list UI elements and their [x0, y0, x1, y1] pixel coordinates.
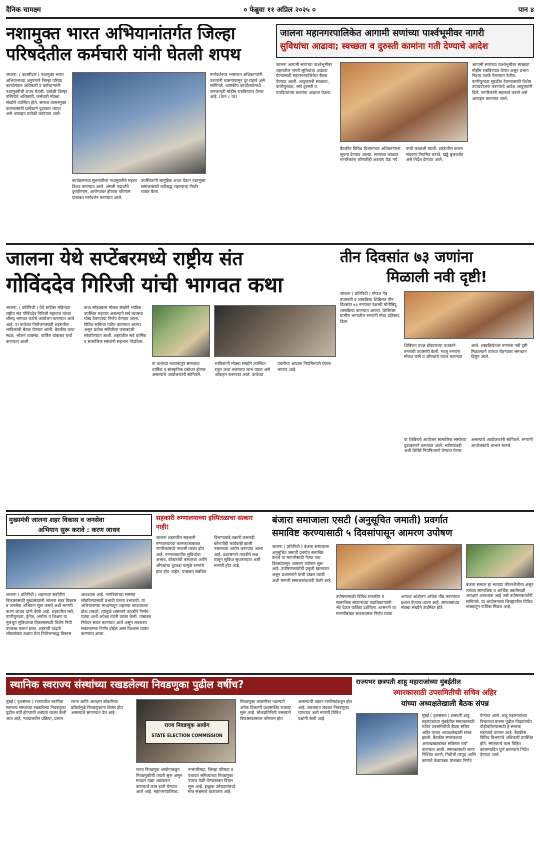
election-sign-english: STATE ELECTION COMMISSION: [151, 733, 223, 738]
story-hospital-headline: सहकारी रुग्णालयाच्या इस्पितळाचा सत्कार नाही!: [156, 514, 253, 531]
paper-name: दैनिक चामक्ष्म: [6, 5, 41, 14]
story-bhagwat-body-c: या कथेच्या माध्यमातून समाजात धार्मिक व सांस्कृतिक प्रबोधन होणार असल्याचे आयोजकांनी सांगितले. भाविकांनी मोठ्या संख्येने उपस्थित राहून कथा श्रवणाचा लाभ घ्यावा असे आवाहन करण्यात आले. कथेच्या तयारीचा आढावा नियमितपणे घेतला जाणार आहे.: [152, 361, 331, 378]
election-commission-sign: [145, 720, 229, 744]
story-eye-camp-body-c: या शिबिराचे आयोजन सामाजिक संस्थेच्या पुढाकाराने करण्यात आले. भविष्यातही अशी शिबिरे नियमितपणे घेण्यात येणार असल्याचे आयोजकांनी सांगितले. रुग्णांनी आयोजकांचे आभार मानले.: [404, 437, 533, 454]
story-bhagwat-headline-1: जालना येथे सप्टेंबरमध्ये राष्ट्रीय संत: [6, 248, 243, 270]
page-number: पान ४: [518, 5, 534, 14]
story-banjara-photo: [336, 544, 462, 590]
story-eye-camp-body-a: जालना ( प्रतिनिधी ) मोफत नेत्र तपासणी व शस्त्रक्रिया शिबिरात तीन दिवसांत ७३ रुग्णांवर यशस्वी मोतीबिंदू शस्त्रक्रिया करण्यात आल्या. शिबिरास ग्रामीण भागातील रुग्णांनी मोठा प्रतिसाद दिला.: [340, 291, 400, 324]
story-elections-headline: स्थानिक स्वराज्य संस्थांच्या रखडलेल्या निवडणुका पुढील वर्षीच?: [10, 680, 244, 691]
story-banjara-headline-1: बंजारा समाजाला एसटी (अनुसूचित जमाती) प्रवर्गात: [272, 515, 448, 526]
story-nasha-mukt: [6, 24, 272, 240]
story-municipal-headline-box: [276, 24, 534, 58]
story-eye-camp: [340, 247, 534, 507]
divider-1: [6, 243, 534, 245]
election-sign-marathi: राज्य निवडणूक आयोग: [164, 723, 210, 729]
story-city-body: जालना ( प्रतिनिधी ) शहराच्या सर्वांगीण विकासासाठी मुख्यमंत्र्यांनी जालना शहर विकास व जनसेवा अभियान सुरू करावे अशी मागणी करण जाधव यांनी केली आहे. शहरातील रस्ते, पाणीपुरवठा, ड्रेनेज, आरोग्य व शिक्षण या मूलभूत सुविधांच्या विकासासाठी विशेष निधी उपलब्ध करून द्यावा. शहराची वाढती लोकसंख्या लक्षात घेता नियोजनबद्ध विकास आवश्यक आहे. नागरिकांच्या समस्या सोडविण्यासाठी प्रभावी यंत्रणा उभारावी. या अभियानाच्या माध्यमातून शहराचा कायापालट होऊ शकतो, त्यामुळे शासनाने तातडीने निर्णय घ्यावा अशी अपेक्षा त्यांनी व्यक्त केली. याबाबत निवेदन सादर करण्यात आले असून लवकरच सकारात्मक निर्णय होईल असा विश्वास व्यक्त करण्यात आला.: [6, 592, 151, 637]
masthead: [6, 3, 534, 19]
issue-date: ० फेब्रुवा ११ अप्रिल २०२५ ०: [243, 5, 316, 14]
story-nasha-mukt-body-b: कार्यक्रमाच्या सुरुवातीला नशामुक्तीचे महत्त्व विशद करण्यात आले. अंमली पदार्थांचे दुष्परिणाम, आरोग्यावर होणारा परिणाम याबाबत मार्गदर्शन करण्यात आले. उपस्थितांनी सामूहिक शपथ घेऊन नशामुक्त समाजासाठी कटिबद्ध राहण्याचा निर्धार व्यक्त केला.: [72, 178, 206, 200]
story-elections-body-c: निवडणुका लांबणीवर पडल्याने अनेक ठिकाणी प्रशासकीय राजवट सुरू आहे. लोकप्रतिनिधी नसल्याने विकासकामांवर परिणाम होत असल्याची तक्रार नागरिकांकडून होत आहे. लवकरात लवकर निवडणुका घ्याव्यात अशी मागणी विविध पक्षांनी केली आहे.: [240, 699, 352, 721]
story-banjara-photo-2: [466, 544, 534, 578]
story-elections-body-b: राज्य निवडणूक आयोगाकडून निवडणुकीची तयारी सुरू असून मतदार याद्या अद्ययावत करण्याचे काम हाती घेण्यात आले आहे. महानगरपालिका, नगरपरिषदा, जिल्हा परिषदा व पंचायत समित्यांच्या निवडणुका एकाच वेळी घेण्याबाबत विचार सुरू आहे. इच्छुक उमेदवारांमध्ये मात्र संभ्रमाचे वातावरण आहे.: [136, 767, 236, 795]
story-municipal-body-a: जालना आगामी सणांच्या पार्श्वभूमीवर शहरातील नागरी सुविधांचा आढावा घेण्यासाठी महानगरपालिकेत बैठक घेण्यात आली. आयुक्तांनी स्वच्छता, पाणीपुरवठा, रस्ते दुरुस्ती व पथदिव्यांच्या कामांचा आढावा घेतला.: [276, 62, 333, 95]
story-city-headline-box: [6, 514, 152, 536]
story-bhagwat-photo-meeting: [214, 305, 336, 357]
story-shahu-memorial: [356, 677, 534, 837]
story-city-headline-1: मुख्यमंत्री जालना शहर विकास व जनसेवा: [9, 516, 105, 524]
story-bhagwat-body-b: कथा सोहळ्यास मोठ्या संख्येने भाविक उपस्थित राहणार असल्याने सर्व व्यवस्था चोख ठेवण्याचा निर्णय घेण्यात आला. विविध समित्या गठीत करण्यात आल्या असून प्रत्येक समितीला जबाबदारी सोपविण्यात आली. शहरातील सर्व धार्मिक व सामाजिक संस्थांनी सहभाग नोंदविला.: [84, 305, 147, 344]
story-city-headline-2: अभियान सुरू करावे : करण जाधव: [38, 525, 120, 534]
story-shahu-photo: [356, 713, 418, 775]
story-shahu-body: मुंबई ( वृत्तसंस्था ) छत्रपती शाहू महाराजांच्या मुंबईतील स्मारकासाठी गठीत उपसमितीची बैठक सचिव अहिर यांच्या अध्यक्षतेखाली संपन्न झाली. बैठकीत स्मारकाच्या आराखड्याबाबत सविस्तर चर्चा करण्यात आली. स्मारकासाठी जागा निश्चित करणे, निधीची तरतूद आणि कामाचे वेळापत्रक याबाबत निर्णय घेण्यात आले. शाहू महाराजांच्या विचारांचा वारसा पुढील पिढ्यांपर्यंत पोहोचविण्यासाठी हे स्मारक महत्त्वाचे ठरणार आहे. बैठकीस विविध विभागांचे अधिकारी उपस्थित होते. स्मारकाचे काम विहित कालमर्यादेत पूर्ण करण्याचे निर्देश देण्यात आले.: [422, 713, 534, 763]
divider-3: [6, 673, 534, 675]
story-municipal-headline-1: जालना महानगरपालिकेत आगामी सणांच्या पार्श्वभूमीवर नागरी: [280, 28, 485, 39]
story-municipal-review: [276, 24, 534, 240]
story-banjara-body-a: जालना ( प्रतिनिधी ) बंजारा समाजाला अनुसूचित जमाती प्रवर्गात समाविष्ट करावे या मागणीसाठी गेल्या पाच दिवसांपासून आमरण उपोषण सुरू आहे. उपोषणकर्त्यांची प्रकृती खालावत असून प्रशासनाने याची दखल घ्यावी अशी मागणी समाजबांधवांनी केली आहे.: [272, 544, 332, 583]
story-nasha-mukt-body-a: जालना, ( बातमीदार ) नशामुक्त भारत अभियानाच्या अनुषंगाने जिल्हा परिषद कार्यालयात अधिकारी व कर्मचाऱ्यांनी नशामुक्तीची शपथ घेतली. यावेळी जिल्हा परिषदेचे अधिकारी, कर्मचारी मोठ्या संख्येने उपस्थित होते. समाज व्यसनमुक्त करण्यासाठी प्रत्येकाने पुढाकार घ्यावा असे आवाहन यावेळी करण्यात आले.: [6, 72, 67, 117]
story-nasha-mukt-photo: [72, 72, 206, 174]
story-bhagwat-body-a: जालना, ( प्रतिनिधी ) येथे सप्टेंबर महिन्यात राष्ट्रीय संत गोविंददेव गिरिजी महाराज यांच्या श्रीमद् भागवत कथेचे आयोजन करण्यात आले आहे. या कथेच्या नियोजनासाठी शहरातील भाविकांची बैठक घेण्यात आली. बैठकीत कथा स्थळ, भोजन व्यवस्था, पार्किंग यांबाबत चर्चा करण्यात आली.: [6, 305, 75, 344]
story-eye-camp-body-b: शिबिरात तज्ज्ञ डॉक्टरांच्या पथकाने रुग्णांची तपासणी केली. गरजू रुग्णांना मोफत चष्मे व औषधांचे वाटप करण्यात आले. शस्त्रक्रियेनंतर रुग्णांना नवी दृष्टी मिळाल्याने त्यांच्या चेहऱ्यावर समाधान दिसून आले.: [404, 343, 528, 360]
story-municipal-headline-2: सुविधांचा आढावा; स्वच्छता व दुरुस्ती कामांना गती देण्याचे आदेश: [280, 42, 489, 52]
story-hospital: [156, 514, 268, 670]
story-hospital-body: जालना शहरातील सहकारी रुग्णालयाच्या कामकाजाबाबत नागरिकांमध्ये नाराजी व्यक्त होत आहे. रुग्णालयातील सुविधांचा अभाव, डॉक्टरांची कमतरता आणि औषधांचा तुटवडा यामुळे रुग्णांचे हाल होत आहेत. याबाबत संबंधित विभागाकडे तक्रारी करूनही कोणतीही कार्यवाही झाली नसल्याचा आरोप करण्यात आला आहे. प्रशासनाने तातडीने लक्ष घालून सुविधा सुधाराव्यात अशी मागणी होत आहे.: [156, 535, 263, 574]
story-bhagwat-photo-saint: [152, 305, 210, 357]
story-banjara-headline-2: समाविष्ट करण्यासाठी ५ दिवसांपासून आमरण उपोषण: [272, 528, 453, 539]
story-shahu-headline-1: राज्यभर छत्रपती शाहू महाराजांच्या मुंबईतील: [356, 678, 461, 686]
story-municipal-photo: [340, 62, 468, 142]
story-banjara: [272, 514, 534, 670]
story-banjara-body-b: उपोषणस्थळी विविध राजकीय व सामाजिक संघटनांच्या पदाधिकाऱ्यांनी भेट देऊन पाठिंबा दर्शविला. शासनाने या मागणीबाबत सकारात्मक निर्णय घ्यावा अन्यथा आंदोलन अधिक तीव्र करण्याचा इशारा देण्यात आला आहे. समाजबांधव मोठ्या संख्येने उपस्थित होते.: [336, 594, 460, 616]
divider-2: [6, 510, 534, 512]
story-shahu-headline-2: स्मारकासाठी उपसमितीची सचिव अहिर: [393, 688, 497, 697]
story-local-elections: [6, 677, 352, 837]
story-eye-camp-photo-1: [404, 291, 534, 339]
story-shahu-headline-3: यांच्या अध्यक्षतेखाली बैठक संपन्न: [401, 699, 489, 708]
story-nasha-mukt-body-c: मार्गदर्शनपर भाषणात अधिकाऱ्यांनी तरुणांनी व्यसनांपासून दूर राहावे असे सांगितले. शासकीय कार्यालयांमध्ये जनजागृती मोहीम राबविण्यात येणार आहे. (पान ८ वर): [210, 72, 265, 100]
story-bhagwat-headline-2: गोविंददेव गिरिजी यांची भागवत कथा: [6, 273, 283, 297]
story-municipal-body-c: आगामी सणांच्या पार्श्वभूमीवर स्वच्छता मोहीम राबविण्यात येणार असून प्रभाग निहाय पथके नेमण्यात येतील. पाणीपुरवठा सुरळीत ठेवण्यासाठी विशेष उपाययोजना करण्याचे आदेश आयुक्तांनी दिले. नागरिकांनी सहकार्य करावे असे आवाहन करण्यात आले.: [472, 62, 533, 101]
story-city-development: [6, 514, 152, 670]
story-bhagwat-katha: [6, 247, 336, 507]
story-nasha-mukt-headline: नशामुक्त भारत अभियानांतर्गत जिल्हा परिषदेतील कर्मचारी यांनी घेतली शपथ: [6, 24, 241, 65]
story-city-photo: [6, 539, 152, 589]
story-eye-camp-headline-2: मिळाली नवी दृष्टी!: [386, 268, 488, 286]
story-eye-camp-headline-1: तीन दिवसांत ७३ जणांना: [340, 248, 473, 266]
story-banjara-body-c: बंजारा समाज हा भटक्या जीवनशैलीचा असून त्यांच्या सामाजिक व आर्थिक उन्नतीसाठी आरक्षण आवश्यक आहे असे उपोषणकर्त्यांनी सांगितले. या आंदोलनाला जिल्ह्यातील विविध तांड्यांतून पाठिंबा मिळत आहे.: [466, 582, 534, 610]
story-elections-photo: [136, 699, 236, 763]
story-elections-body-a: मुंबई ( वृत्तसंस्था ) राज्यातील स्थानिक स्वराज्य संस्थांच्या रखडलेल्या निवडणुका पुढील वर्षी होण्याची शक्यता व्यक्त केली जात आहे. न्यायालयीन प्रक्रिया, प्रभाग रचना आणि आरक्षण सोडतीच्या प्रक्रियेमुळे निवडणुकांना विलंब होत असल्याचे सांगण्यात येत आहे.: [6, 699, 123, 721]
story-elections-headline-bar: [6, 677, 352, 695]
story-municipal-body-b: बैठकीत विविध विभागांच्या अधिकाऱ्यांना सूचना देण्यात आल्या. सणाच्या काळात नागरिकांना कोणतीही अडचण येऊ नये याची काळजी घ्यावी. शहरातील कचरा संकलन नियमित करावे, खड्डे बुजवावेत असे निर्देश देण्यात आले.: [340, 146, 464, 163]
